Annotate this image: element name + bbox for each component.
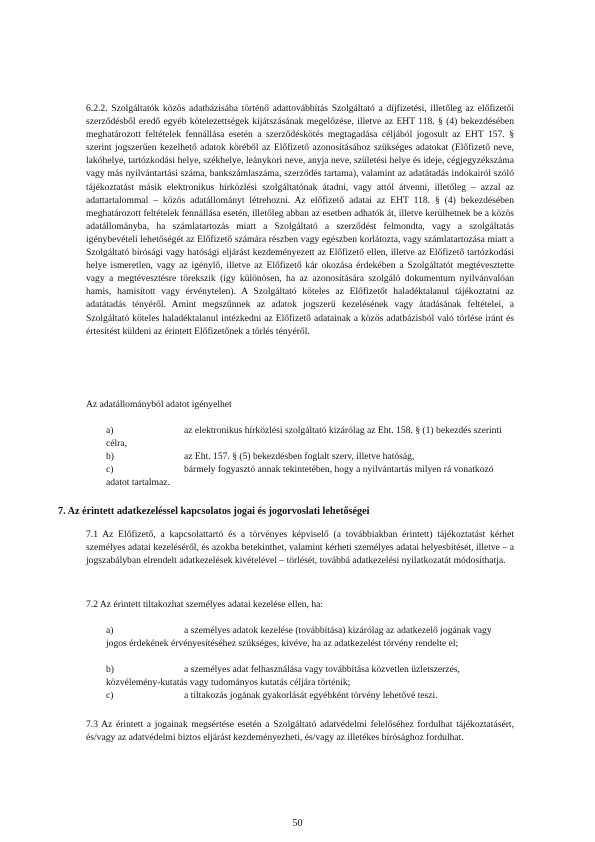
list-item-text: a tiltakozás jogának gyakorlását egyébként törvény lehetővé teszi. — [184, 690, 438, 701]
paragraph-7-1: 7.1 Az Előfizető, a kapcsolattartó és a törvényes képviselő (a továbbiakban érintett) tájékoztatást kérhet személyes adatai kezeléséről, és azokba betekinthet, valamint kérheti személyes adatai helyesbítését, illetve – a jogszabályban elrendelt adatkezelések kivételével – törlését, továbbá adatkezelési nyilatkozatát módosíthatja. — [86, 529, 514, 567]
data-request-intro: Az adatállományból adatot igényelhet — [86, 399, 232, 410]
list-item-text: az elektronikus hírközlési szolgáltató kizárólag az Eht. 158. § (1) bekezdés szerinti célra, — [106, 425, 502, 450]
list-letter: a) — [106, 425, 114, 436]
list-item — [106, 424, 514, 450]
list-item — [106, 463, 514, 489]
section-7-heading: 7. Az érintett adatkezeléssel kapcsolatos jogai és jogorvoslati lehetőségei — [58, 506, 370, 517]
paragraph-7-3: 7.3 Az érintett a jogainak megsértése esetén a Szolgáltató adatvédelmi felelőséhez fordulhat tájékoztatásért, és/vagy az adatvédelmi biztos eljárást kezdeményezheti, és/vagy az illetékes bírósághoz fordulhat. — [86, 719, 514, 744]
list-item — [106, 663, 514, 689]
paragraph-6-2-2: 6.2.2. Szolgáltatók közös adatbázisába történő adattovábbítás Szolgáltató a díjfizetési, illetőleg az előfizetői szerződésből eredő egyéb kötelezettségek kijátszásának megelőzése, illetve az EHT 118. § (4) bekezdésében meghatározott feltételek fennállása esetén a szerződéskötés megtagadása céljából jogosult az EHT 157. § szerint jogszerűen kezelhető adatok köréből az Előfizető azonosításához szükséges adatokat (Előfizető neve, lakóhelye, tartózkodási helye, székhelye, leánykori neve, anyja neve, születési helye és ideje, cégjegyzékszáma vagy más nyilvántartási száma, bankszámlaszáma, szerződés tartama), valamint az adatátadás indokairól szóló tájékoztatást másik elektronikus hírközlési szolgáltatónak átadni, vagy attól átvenni, illetőleg – azzal az adattartalommal – közös adatállományt létrehozni. Az előfizető adatai az EHT 118. § (4) bekezdésében meghatározott feltételek fennállása esetén, illetőleg abban az esetben adhatók át, illetve kerülhetnek be a közös adatállományba, ha számlatartozás miatt a Szolgáltató a szerződést felmondta, vagy a szolgáltatás igénybevételi lehetőségét az Előfizető számára részben vagy egészben korlátozta, vagy számlatartozása miatt a Szolgáltató bírósági vagy hatósági eljárást kezdeményezett az Előfizető ellen, illetve az Előfizető tartózkodási helye ismeretlen, vagy az igénylő, illetve az Előfizető kár okozása érdekében a Szolgáltatót megtévesztette vagy a megtévesztésre törekszik (így különösen, ha az azonosítására szolgáló dokumentum nyilvánvalóan hamis, hamisított vagy érvénytelen). A Szolgáltató köteles az Előfizetőt haladéktalanul tájékoztatni az adatátadás tényéről. Amint megszűnnek az adatok jogszerű kezelésének vagy átadásának feltételei, a Szolgáltató köteles haladéktalanul intézkedni az Előfizető adatainak a közös adatbázisból való törlése iránt és értesítést küldeni az érintett Előfizetőnek a törlés tényéről. — [86, 103, 514, 337]
list-item — [106, 450, 514, 463]
list-letter: b) — [106, 664, 114, 675]
list-item — [106, 689, 514, 702]
list-letter: c) — [106, 464, 114, 475]
list-item-text: bármely fogyasztó annak tekintetében, hogy a nyilvántartás milyen rá vonatkozó adatot tartalmaz. — [106, 464, 494, 489]
list-item-text: az Eht. 157. § (5) bekezdésben foglalt szerv, illetve hatóság, — [184, 451, 415, 462]
list-letter: a) — [106, 625, 114, 636]
list-item-text: a személyes adat felhasználása vagy továbbítása közvetlen üzletszerzés, közvélemény-kutatás vagy tudományos kutatás céljára történik; — [106, 664, 460, 689]
paragraph-7-2: 7.2 Az érintett tiltakozhat személyes adatai kezelése ellen, ha: — [86, 599, 324, 610]
list-letter: c) — [106, 690, 114, 701]
list-item-text: a személyes adatok kezelése (továbbítása) kizárólag az adatkezelő jogának vagy jogos érdekének érvényesítéséhez szükséges, kivéve, ha az adatkezelést törvény rendelte el; — [106, 625, 492, 650]
list-item — [106, 624, 514, 650]
list-letter: b) — [106, 451, 114, 462]
page-number: 50 — [292, 818, 303, 829]
